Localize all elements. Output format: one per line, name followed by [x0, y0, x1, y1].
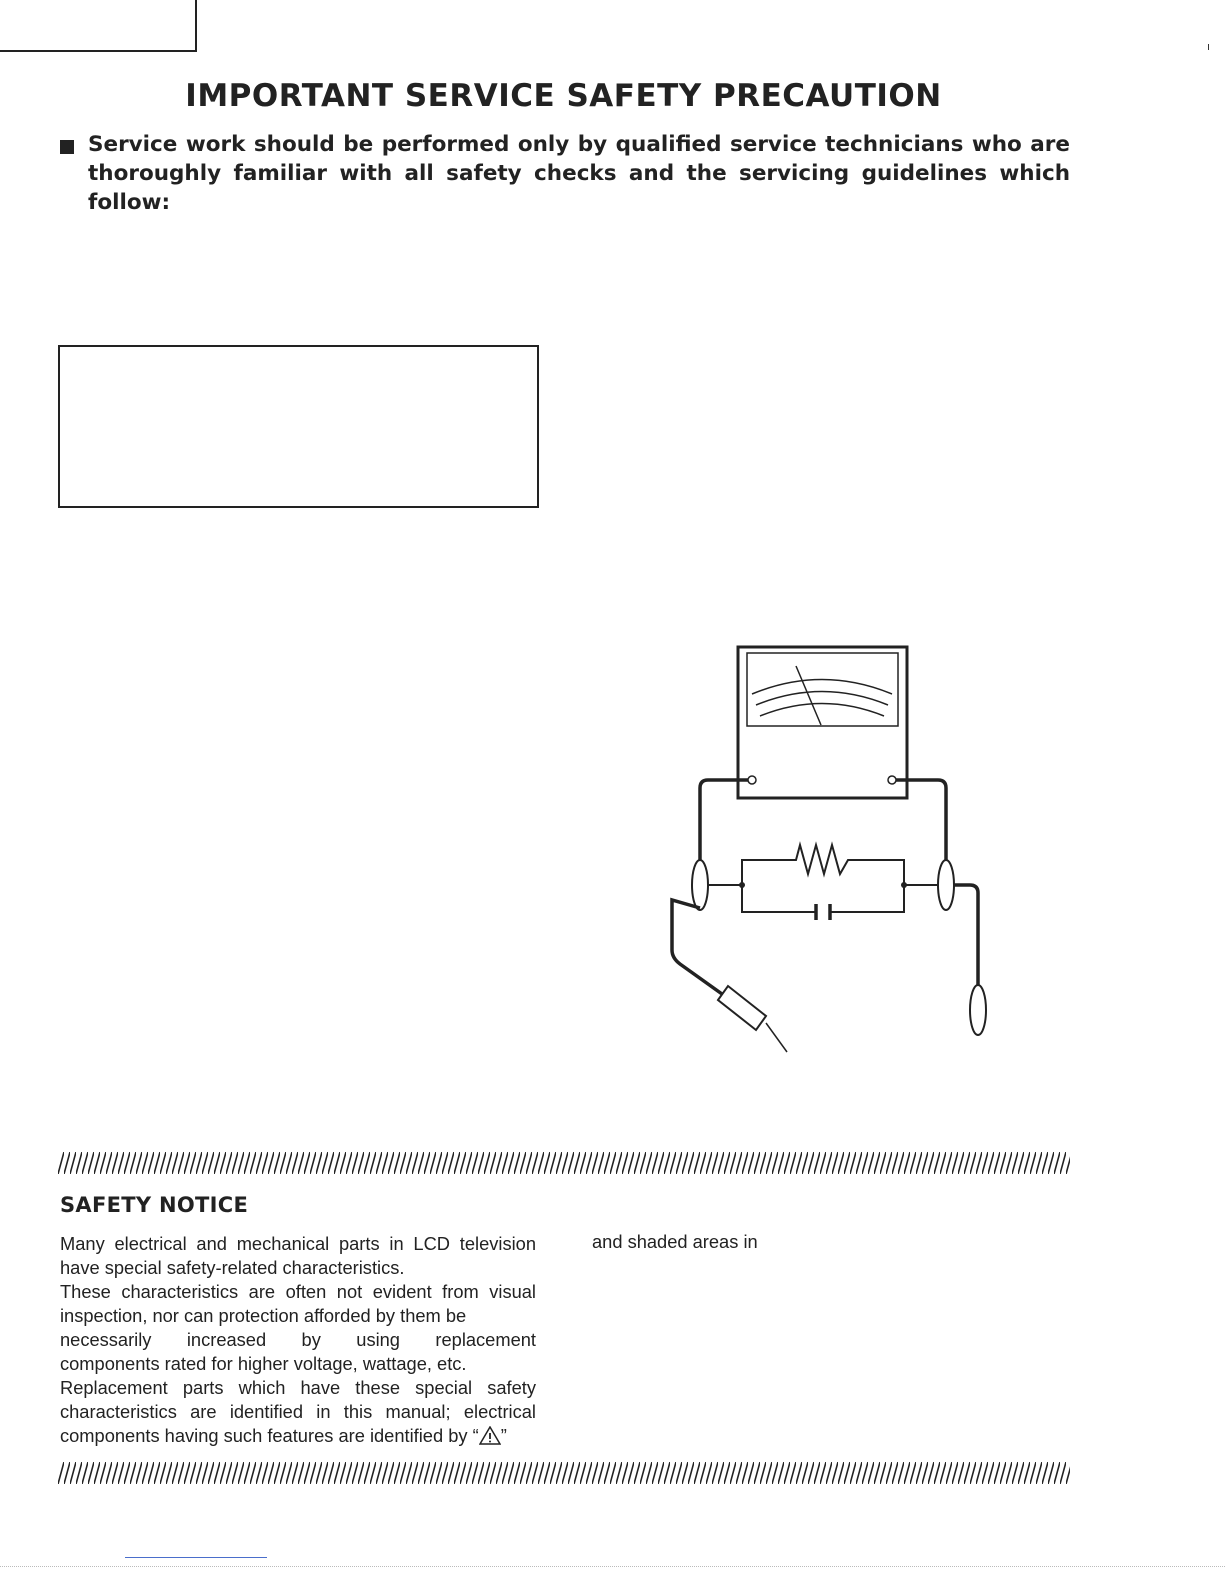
safety-notice-right-column: and shaded areas in — [592, 1231, 758, 1252]
left-clip-icon — [692, 860, 708, 910]
footer-dotted-line — [0, 1566, 1225, 1567]
notice-paragraph-2-spaced-line: necessarily increased by using replacement — [60, 1329, 536, 1350]
notice-paragraph-2: These characteristics are often not evident from visual inspection, nor can protection afforded by them be — [60, 1281, 536, 1326]
safety-notice-left-column — [60, 1232, 536, 1448]
right-clip-icon — [938, 860, 954, 910]
warning-triangle-icon — [479, 1426, 501, 1445]
notice-paragraph-2-end: components rated for higher voltage, wattage, etc. — [60, 1353, 467, 1374]
footer-link-rule — [125, 1557, 267, 1558]
hatched-divider-top — [58, 1152, 1070, 1174]
lead-paragraph — [60, 130, 1070, 217]
crop-mark — [1208, 44, 1209, 50]
resistor-icon — [742, 845, 904, 885]
square-bullet-icon — [60, 140, 74, 154]
notice-paragraph-3-close: ” — [500, 1425, 507, 1446]
notice-paragraph-1: Many electrical and mechanical parts in LCD television have special safety-related characteristics. — [60, 1233, 536, 1278]
ground-clip-icon — [970, 985, 986, 1035]
lead-text: Service work should be performed only by qualified service technicians who are thoroughly familiar with all safety checks and the servicing guidelines which follow: — [88, 132, 1070, 215]
meter-icon — [738, 647, 907, 798]
hatched-divider-bottom — [58, 1462, 1070, 1484]
notice-paragraph-3-text: Replacement parts which have these special safety characteristics are identified in this manual; electrical components having such features are identified by “ — [60, 1377, 536, 1446]
page-corner-tab — [0, 0, 197, 52]
notice-paragraph-3 — [60, 1376, 536, 1448]
caution-box — [58, 345, 539, 508]
probe-icon — [718, 986, 787, 1052]
leakage-current-test-diagram — [640, 630, 1040, 1070]
page-title: IMPORTANT SERVICE SAFETY PRECAUTION — [185, 78, 942, 114]
capacitor-icon — [742, 885, 904, 920]
safety-notice-heading: SAFETY NOTICE — [60, 1193, 249, 1217]
